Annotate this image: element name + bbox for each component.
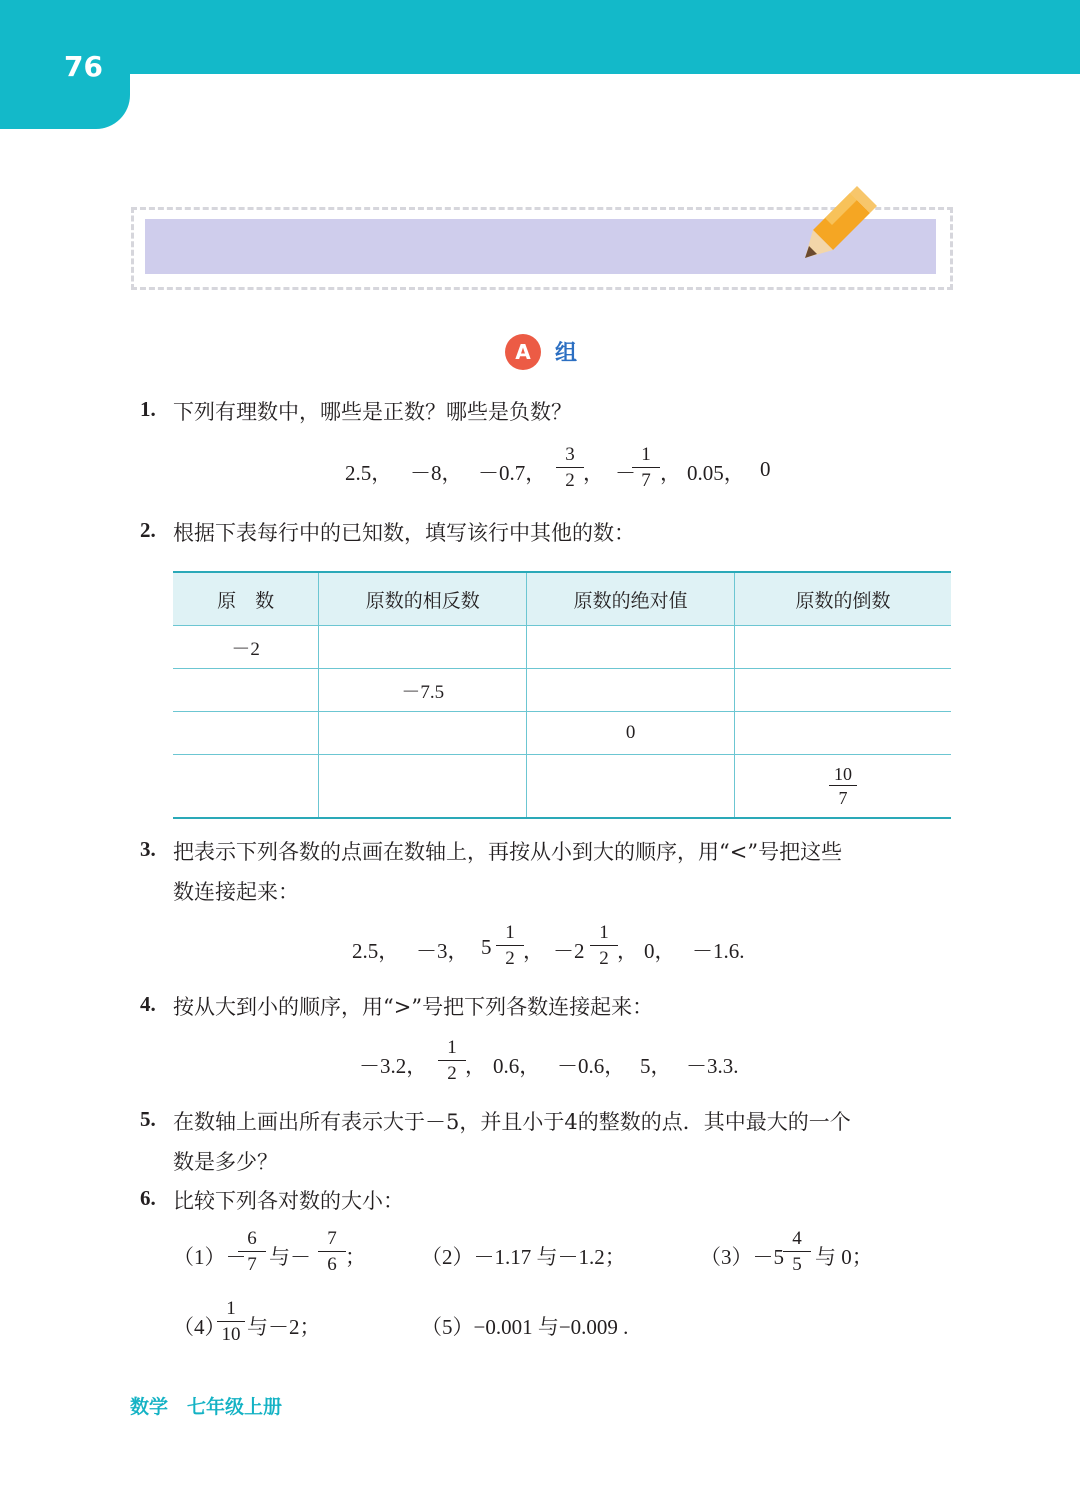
table-header: 原数的倒数: [735, 572, 951, 626]
q4-item: －0.6，: [557, 1054, 626, 1078]
q4-fraction: $\frac{1}{2}$: [438, 1036, 466, 1085]
question-6-text: 比较下列各对数的大小：: [173, 1189, 404, 1213]
table-cell[interactable]: [319, 626, 527, 669]
q6-part3-label: （3）－5: [700, 1245, 784, 1269]
q6-part1-fraction: $\frac{7}{6}$: [318, 1227, 346, 1276]
q6-part4-end: 与－2；: [247, 1315, 321, 1339]
q6-part1-fraction: $\frac{6}{7}$: [238, 1227, 266, 1276]
q3-item: －2: [553, 939, 585, 963]
q4-item: 5，: [640, 1054, 672, 1078]
table-row: [173, 626, 951, 669]
group-letter-badge: A: [505, 334, 541, 370]
q6-part1-label: （1）－: [173, 1245, 247, 1269]
q3-item: 5: [481, 935, 492, 959]
table-cell[interactable]: [527, 669, 735, 712]
number-table: [173, 571, 951, 819]
table-cell[interactable]: [319, 755, 527, 819]
q3-item: ，: [617, 939, 638, 963]
q6-part3-fraction: $\frac{4}{5}$: [783, 1227, 811, 1276]
q1-item: －: [615, 461, 636, 485]
q1-item: 0.05，: [687, 461, 745, 485]
table-cell: [735, 755, 951, 819]
q4-item: －3.2，: [359, 1054, 428, 1078]
q1-item: －0.7，: [478, 461, 547, 485]
question-2-text: 根据下表每行中的已知数，填写该行中其他的数：: [173, 521, 635, 545]
q3-item: 0，: [644, 939, 676, 963]
question-1-number: 1.: [140, 397, 156, 421]
q6-part4-label: （4）: [173, 1315, 226, 1339]
q6-part4-fraction: $\frac{1}{10}$: [217, 1297, 245, 1346]
table-cell[interactable]: 0: [527, 712, 735, 755]
q4-item: 0.6，: [493, 1054, 541, 1078]
question-1-text: 下列有理数中，哪些是正数？哪些是负数？: [173, 400, 572, 424]
table-header: 原 数: [173, 572, 319, 626]
table-cell[interactable]: [735, 669, 951, 712]
q3-fraction: $\frac{1}{2}$: [590, 921, 618, 970]
table-cell[interactable]: [173, 755, 319, 819]
question-5-text-line2: 数是多少？: [173, 1150, 278, 1174]
table-cell[interactable]: －2: [173, 626, 319, 669]
table-cell[interactable]: [527, 755, 735, 819]
header-band: [0, 0, 1080, 74]
q6-part2: （2）－1.17 与－1.2；: [421, 1245, 626, 1269]
group-word: 组: [555, 341, 578, 366]
question-5-text-line1: 在数轴上画出所有表示大于－5，并且小于4的整数的点．其中最大的一个: [173, 1110, 851, 1134]
q4-item: ，: [465, 1054, 486, 1078]
q3-item: 2.5，: [352, 939, 400, 963]
question-3-text-line1: 把表示下列各数的点画在数轴上，再按从小到大的顺序，用“<”号把这些: [173, 840, 843, 864]
q3-item: ，: [523, 939, 544, 963]
table-cell[interactable]: －7.5: [319, 669, 527, 712]
q6-part1-mid: 与－: [269, 1245, 311, 1269]
table-header: 原数的绝对值: [527, 572, 735, 626]
table-cell[interactable]: [735, 712, 951, 755]
q6-part1-end: ；: [345, 1245, 366, 1269]
q3-item: －1.6.: [692, 939, 745, 963]
table-row: [173, 712, 951, 755]
table-header: 原数的相反数: [319, 572, 527, 626]
table-fraction: $\frac{10}{7}$: [829, 763, 857, 810]
q6-part3-end: 与 0；: [815, 1245, 873, 1269]
question-3-text-line2: 数连接起来：: [173, 880, 299, 904]
table-header-row: [173, 572, 951, 626]
question-6-number: 6.: [140, 1186, 156, 1210]
question-4-text: 按从大到小的顺序，用“>”号把下列各数连接起来：: [173, 995, 654, 1019]
table-cell[interactable]: [319, 712, 527, 755]
table-cell[interactable]: [527, 626, 735, 669]
q3-fraction: $\frac{1}{2}$: [496, 921, 524, 970]
q6-part5: （5）−0.001 与−0.009 .: [421, 1315, 629, 1339]
q1-item: ，: [583, 461, 604, 485]
question-5-number: 5.: [140, 1107, 156, 1131]
table-cell[interactable]: [173, 712, 319, 755]
question-4-number: 4.: [140, 992, 156, 1016]
q1-item: 2.5，: [345, 461, 393, 485]
table-cell[interactable]: [173, 669, 319, 712]
table-cell[interactable]: [735, 626, 951, 669]
q1-item: －8，: [410, 461, 463, 485]
q1-item: ，: [660, 461, 681, 485]
pencil-icon: [795, 180, 885, 270]
q1-fraction: $\frac{3}{2}$: [556, 443, 584, 492]
page-number: 76: [64, 50, 103, 83]
question-2-number: 2.: [140, 518, 156, 542]
footer-book-title: 数学 七年级上册: [130, 1396, 283, 1418]
q3-item: －3，: [416, 939, 469, 963]
question-3-number: 3.: [140, 837, 156, 861]
table-row: [173, 669, 951, 712]
q1-item: 0: [760, 457, 771, 481]
q1-fraction: $\frac{1}{7}$: [632, 443, 660, 492]
table-row: [173, 755, 951, 819]
q4-item: －3.3.: [686, 1054, 739, 1078]
